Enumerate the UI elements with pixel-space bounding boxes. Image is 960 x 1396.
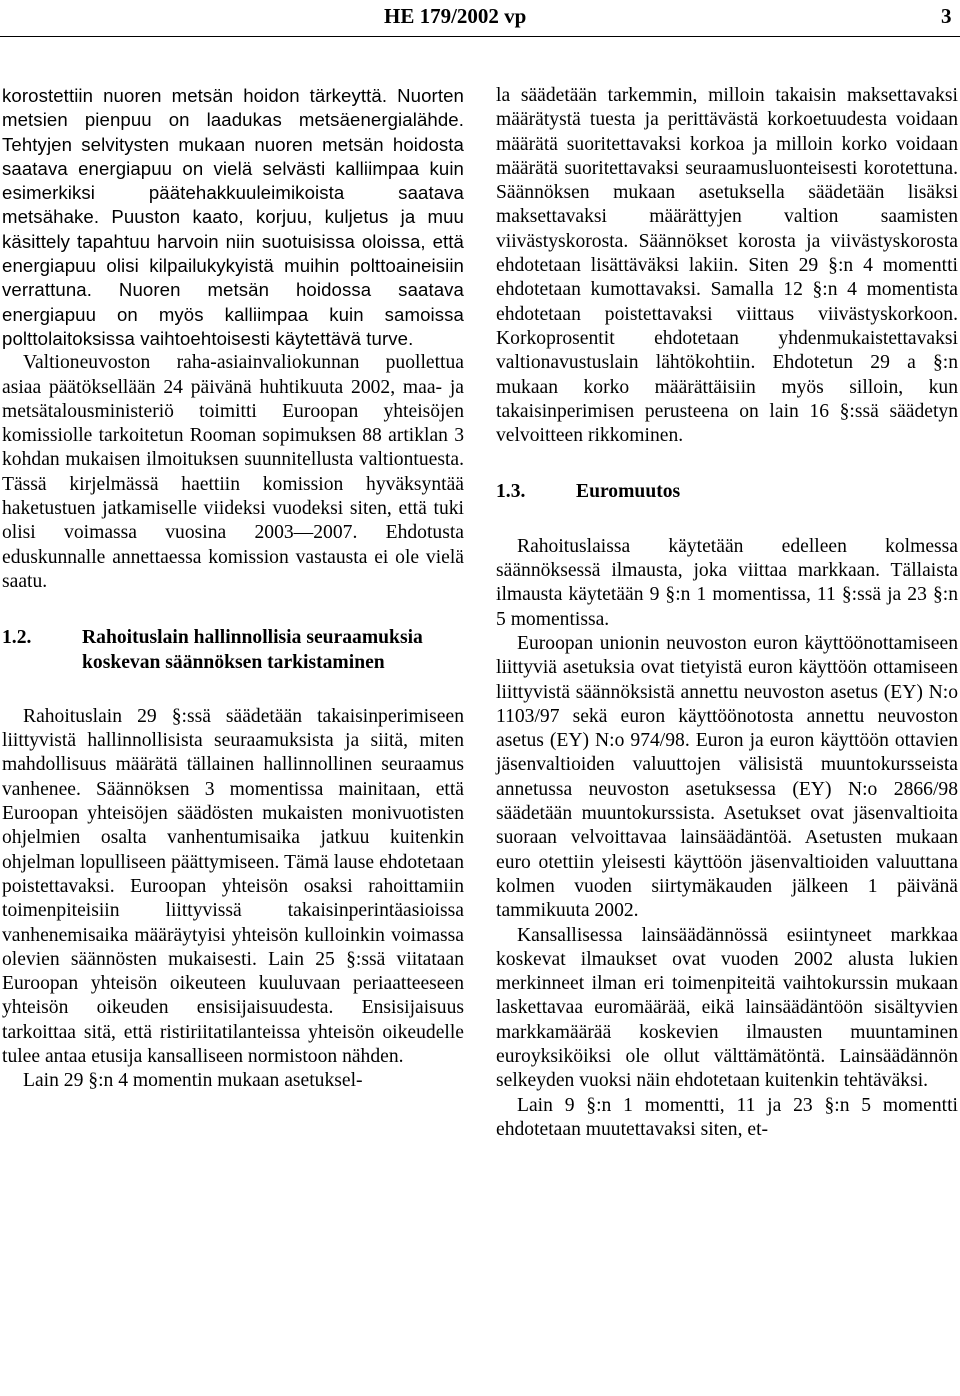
header-rule: [0, 36, 960, 37]
paragraph: Lain 29 §:n 4 momentin mukaan asetuksel-: [23, 1070, 363, 1092]
right-column: [496, 84, 958, 1142]
paragraph: Valtioneuvoston raha-asiainvaliokunnan puollettua asiaa päätöksellään 24 päivänä huhtikuuta 2002, maa- ja metsätalousministeriö toimitti Euroopan yhteisöjen komissiolle tarkoitetun Rooman sopimuksen 88 artiklan 3 kohdan mukaisen ilmoituksen suunnitellusta valtiontuesta. Tässä kirjelmässä haettiin komission hyväksyntää haketustuen jatkamiselle viideksi vuodeksi siten, että tuki olisi voimassa vuosina 2003—2007. Ehdotusta eduskunnalle annettaessa komission vastausta ei ole vielä saatu.: [2, 352, 464, 592]
document-id: HE 179/2002 vp: [384, 4, 527, 28]
paragraph: Rahoituslaissa käytetään edelleen kolmessa säännöksessä ilmausta, joka viittaa markkaan. Tällaista ilmausta käytetään 9 §:n 1 momentissa, 11 §:ssä ja 23 §:n 5 momentissa.: [496, 535, 958, 630]
paragraph: Euroopan unionin neuvoston euron käyttöönottamiseen liittyviä asetuksia ovat tietyistä euron käyttöön ottamiseen liittyvistä säännöksistä annettu neuvoston asetus (EY) N:o 1103/97 sekä euron käyttöönotosta annettu neuvoston asetus (EY) N:o 974/98. Euron ja euron käyttöön ottavien jäsenvaltioiden valuuttojen välisistä muuntokursseista annetussa neuvoston asetuksessa (EY) N:o 2866/98 säädetään muuntokurssista. Asetukset ovat jäsenvaltioita suoraan velvoittavaa lainsäädäntöä. Asetusten mukaan euro otettiin yleisesti käyttöön jäsenvaltioiden valuuttana kolmen vuoden siirtymäkauden jälkeen 1 päivänä tammikuuta 2002.: [496, 632, 958, 922]
section-number: 1.2.: [2, 627, 32, 649]
paragraph: Lain 9 §:n 1 momentti, 11 ja 23 §:n 5 momentti ehdotetaan muutettavaksi siten, et-: [496, 1094, 958, 1140]
section-title: Rahoituslain hallinnollisia seuraamuksia koskevan säännöksen tarkistaminen: [82, 627, 423, 673]
paragraph: korostettiin nuoren metsän hoidon tärkeyttä. Nuorten metsien pienpuu on laadukas metsäenergialähde. Tehtyjen selvitysten mukaan nuoren metsän hoidosta saatava energiapuu on vielä selvästi kalliimpaa kuin esimerkiksi päätehakkuuleimikoista saatava metsähake. Puuston kaato, korjuu, kuljetus ja muu käsittely tapahtuu harvoin niin suotuisissa oloissa, että energiapuu olisi kilpailukykyistä muihin polttoaineisiin verrattuna. Nuoren metsän hoidossa saatava energiapuu on myös kalliimpaa kuin samoissa polttolaitoksissa vaihtoehtoisesti käytettävä turve.: [2, 85, 464, 349]
section-heading: [496, 480, 958, 504]
section-heading: [2, 626, 464, 675]
paragraph: la säädetään tarkemmin, milloin takaisin maksettavaksi määrätystä tuesta ja perittävästä korkoetuudesta voidaan määrätä suoritettavaksi korkoa ja milloin korko voidaan määrätä suoritettavaksi seuraamusluonteisesti korotettuna. Säännöksen mukaan asetuksella säädetään lisäksi maksettavaksi määrättyjen valtion saamisten viivästyskorosta. Säännökset korosta ja viivästyskorosta ehdotetaan lisättäväksi lakiin. Siten 29 §:n 4 momentti ehdotetaan kumottavaksi. Samalla 12 §:n 4 momentista ehdotetaan poistettavaksi viittaus viivästyskorkoon. Korkoprosentit ehdotetaan yhdenmukaistettavaksi valtionavustuslain lähtökohtiin. Ehdotetun 29 a §:n mukaan korko määrättäisiin myös silloin, kun takaisinperimisen perusteena on lain 16 §:ssä säädetyn velvoitteen rikkominen.: [496, 85, 958, 447]
paragraph: Kansallisessa lainsäädännössä esiintyneet markkaa koskevat ilmaukset ovat vuoden 2002 alusta lukien merkinneet ilman eri toimenpiteitä vaihtokurssin mukaan laskettavaa euromäärää, eikä lainsäädäntöön sisältyvien markkamäärää koskevien ilmausten muuntaminen euroyksiköiksi ole ollut välttämätöntä. Lainsäädännön selkeyden vuoksi näin ehdotetaan kuitenkin tehtäväksi.: [496, 924, 958, 1092]
page-header: [0, 0, 960, 34]
page-number: 3: [941, 4, 952, 28]
left-column: [2, 84, 464, 1094]
section-number: 1.3.: [496, 481, 526, 503]
paragraph: Rahoituslain 29 §:ssä säädetään takaisinperimiseen liittyvistä hallinnollisista seuraamuksista ja siitä, miten mahdollisuus määrätä tällainen hallinnollinen seuraamus vanhenee. Säännöksen 3 momentissa mainitaan, että Euroopan yhteisöjen säädösten mukaisten monivuotisten ohjelmien osalta vanhentumisaika jatkuu kuitenkin ohjelman lopulliseen päättymiseen. Tämä lause ehdotetaan poistettavaksi. Euroopan yhteisön osaksi rahoittamiin toimenpiteisiin liittyvissä takaisinperintäasioissa vanhenemisaika määräytyisi yhteisön kulloinkin voimassa olevien säännösten mukaisesti. Lain 25 §:ssä viitataan Euroopan yhteisön oikeuteen kuuluvaan periaatteeseen yhteisön oikeuden ensisijaisuudesta. Ensisijaisuus tarkoittaa sitä, että ristiriitatilanteissa yhteisön oikeudelle tulee antaa etusija kansalliseen normistoon nähden.: [2, 705, 464, 1067]
section-title: Euromuutos: [576, 481, 681, 503]
